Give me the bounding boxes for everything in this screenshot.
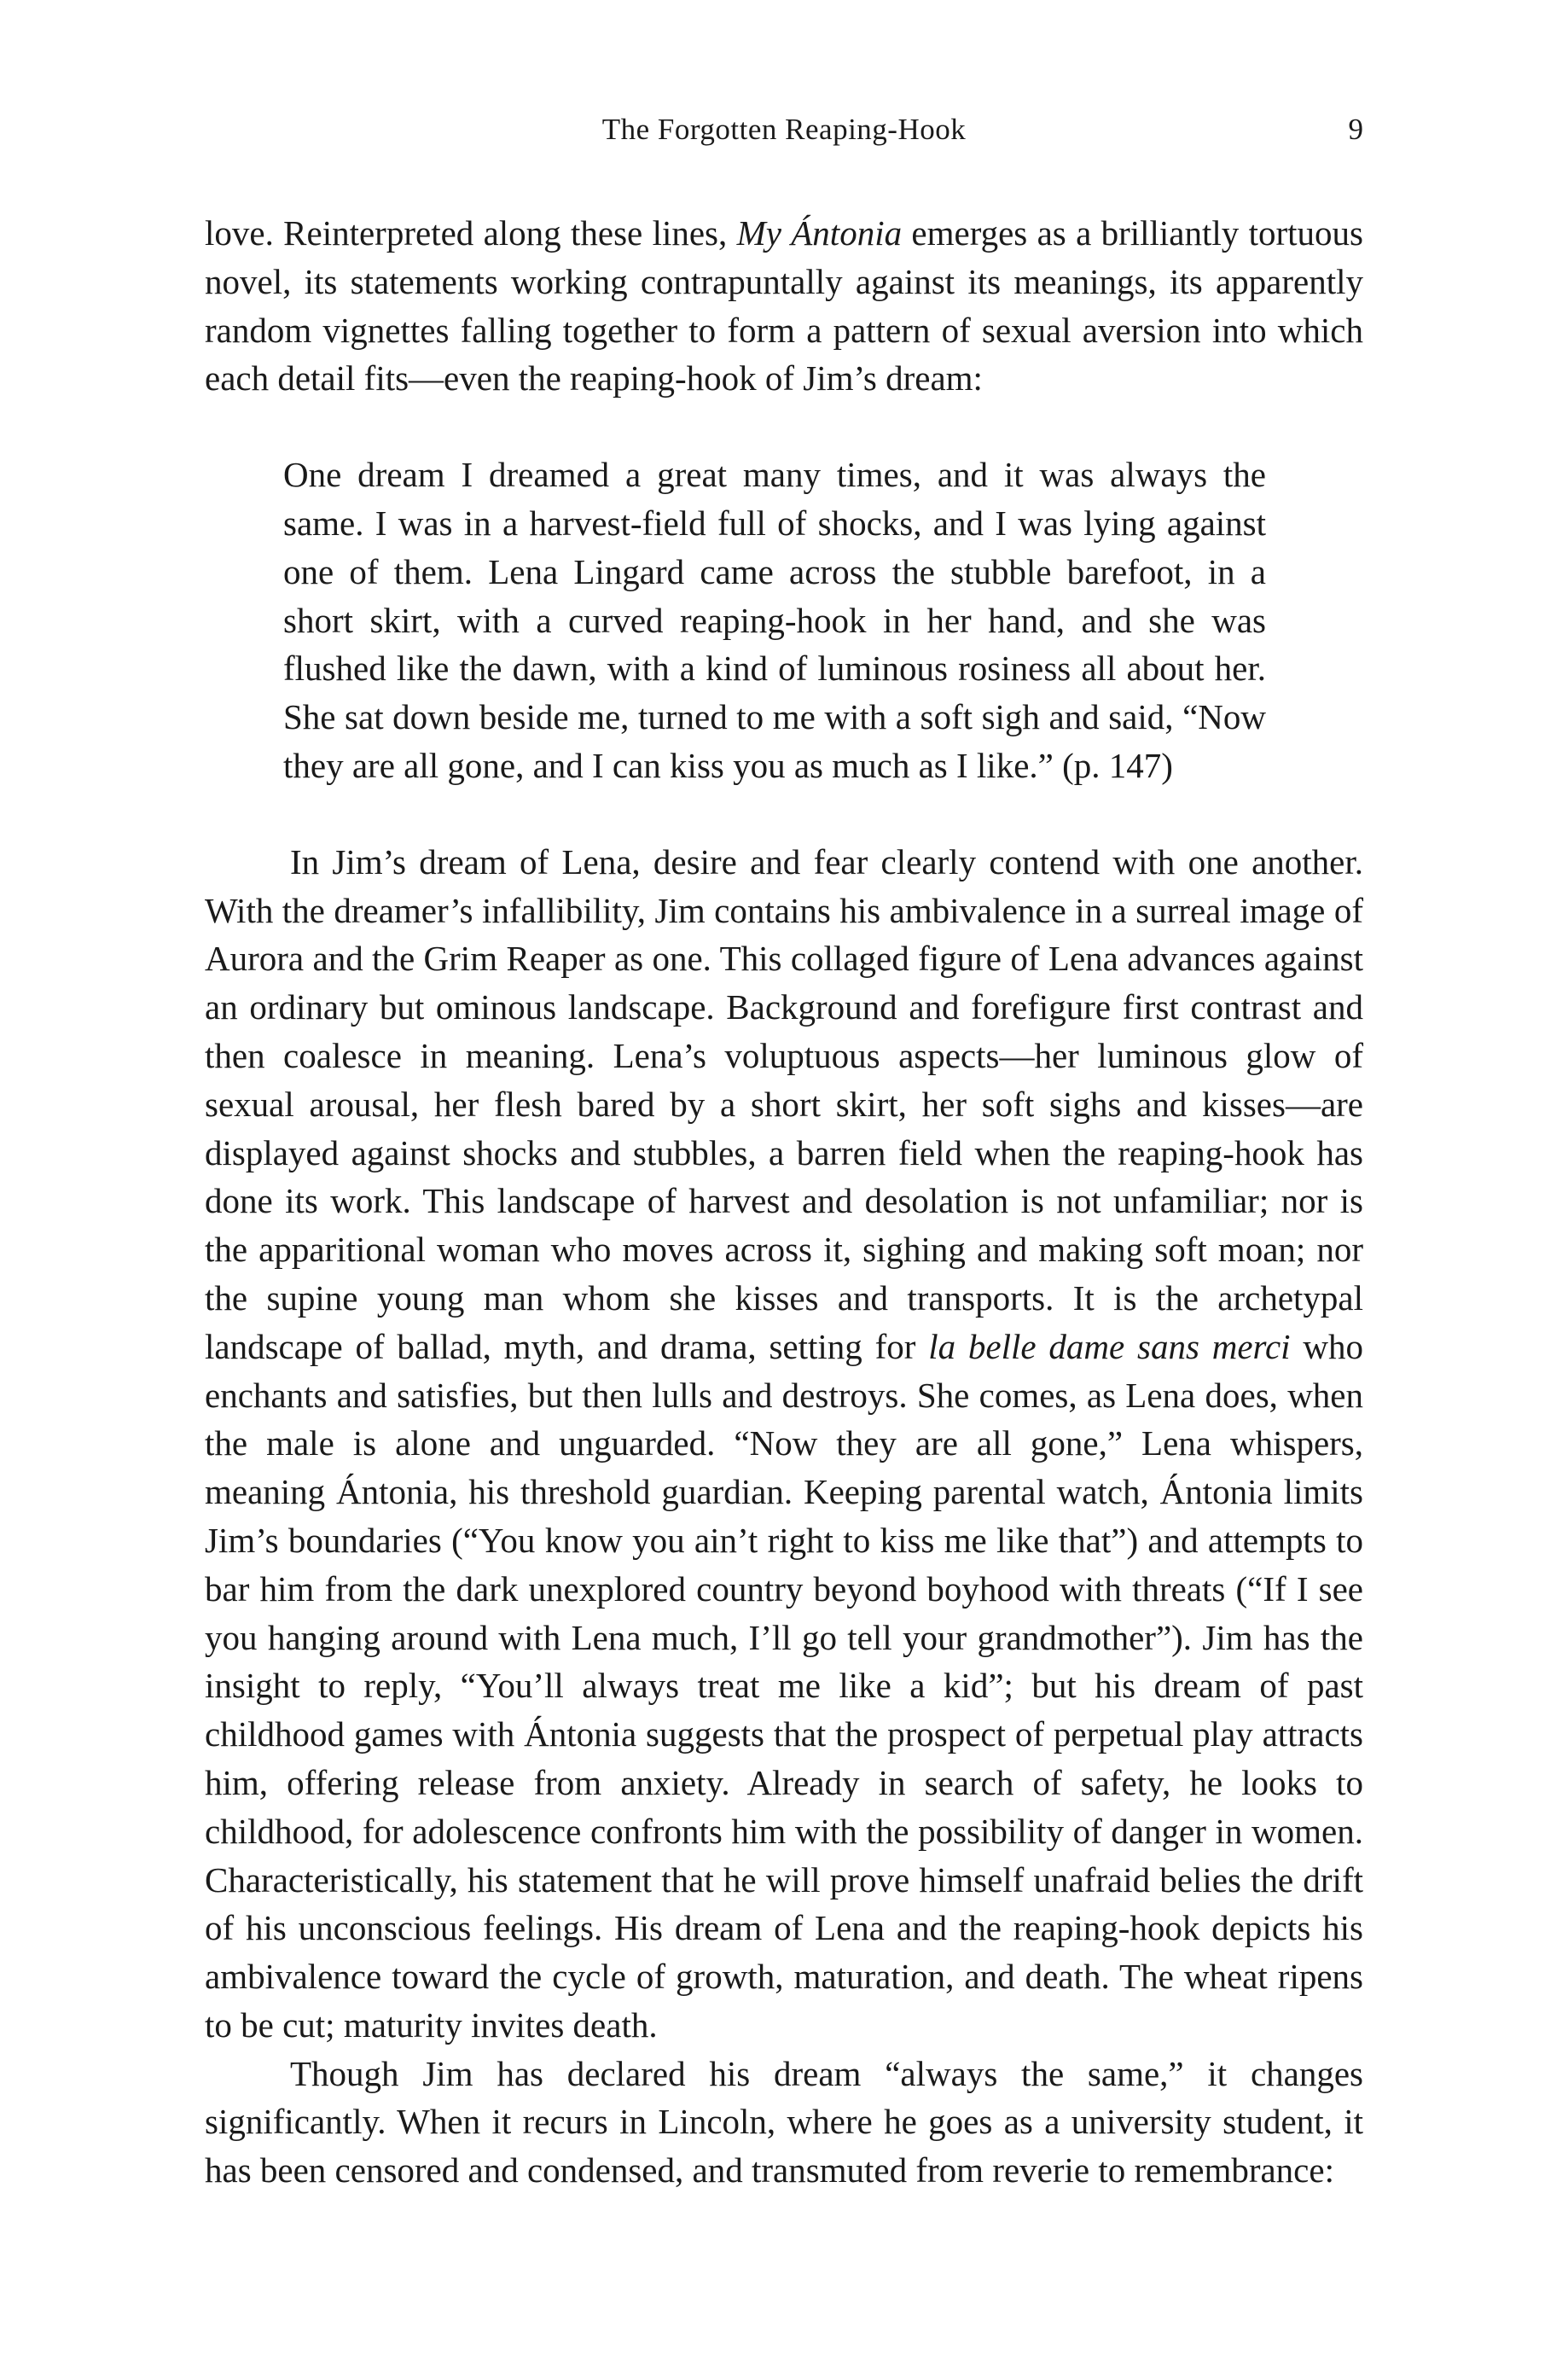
paragraph-1-text-b: emerges as a brilliantly tortuous novel, its statements working contrapuntally against its meanings, its apparently random vignettes falling together to form a pattern of sexual aversion into which each detail fits—even the reaping-hook of Jim’s dream:	[205, 213, 1363, 399]
running-head	[205, 113, 1363, 155]
paragraph-2-text-a: In Jim’s dream of Lena, desire and fear clearly contend with one another. With the dreamer’s infallibility, Jim contains his ambivalence in a surreal image of Aurora and the Grim Reaper as one. This collaged figure of Lena advances against an ordinary but ominous landscape. Background and forefigure first contrast and then coalesce in meaning. Lena’s voluptuous aspects—her luminous glow of sexual arousal, her flesh bared by a short skirt, her soft sighs and kisses—are displayed against shocks and stubbles, a barren field when the reaping-hook has done its work. This landscape of harvest and desolation is not unfamiliar; nor is the apparitional woman who moves across it, sighing and making soft moan; nor the supine young man whom she kisses and transports. It is the archetypal landscape of ballad, myth, and drama, setting for	[205, 841, 1363, 1366]
paragraph-2-text-b: who enchants and satisfies, but then lulls and destroys. She comes, as Lena does, when the male is alone and unguarded. “Now they are all gone,” Lena whispers, meaning Ántonia, his threshold guardian. Keeping parental watch, Ántonia limits Jim’s boundaries (“You know you ain’t right to kiss me like that”) and attempts to bar him from the dark unexplored country beyond boyhood with threats (“If I see you hanging around with Lena much, I’ll go tell your grandmother”). Jim has the insight to reply, “You’ll always treat me like a kid”; but his dream of past childhood games with Ántonia suggests that the prospect of perpetual play attracts him, offering release from anxiety. Already in search of safety, he looks to childhood, for adolescence confronts him with the possibility of danger in women. Characteristically, his statement that he will prove himself unafraid belies the drift of his unconscious feelings. His dream of Lena and the reaping-hook depicts his ambivalence toward the cycle of growth, maturation, and death. The wheat ripens to be cut; maturity invites death.	[205, 1326, 1363, 2045]
paragraph-1-text-a: love. Reinterpreted along these lines,	[205, 213, 737, 253]
paragraph-dream-analysis	[205, 838, 1363, 2050]
paragraph-dream-recurs: Though Jim has declared his dream “always the same,” it changes significantly. When it recurs in Lincoln, where he goes as a university student, it has been censored and condensed, and transmuted from reverie to remembrance:	[205, 2053, 1363, 2191]
body-text	[205, 209, 1363, 2195]
italic-phrase: la belle dame sans merci	[928, 1326, 1291, 1366]
running-title: The Forgotten Reaping-Hook	[601, 113, 967, 146]
page-number: 9	[1348, 113, 1363, 146]
paragraph-continued	[205, 209, 1363, 403]
block-quote: One dream I dreamed a great many times, and it was always the same. I was in a harvest-field full of shocks, and I was lying against one of them. Lena Lingard came across the stubble barefoot, in a short skirt, with a curved reaping-hook in her hand, and she was flushed like the dawn, with a kind of luminous rosiness all about her. She sat down beside me, turned to me with a soft sigh and said, “Now they are all gone, and I can kiss you as much as I like.” (p. 147)	[283, 455, 1266, 785]
book-title-italic: My Ántonia	[736, 213, 903, 253]
